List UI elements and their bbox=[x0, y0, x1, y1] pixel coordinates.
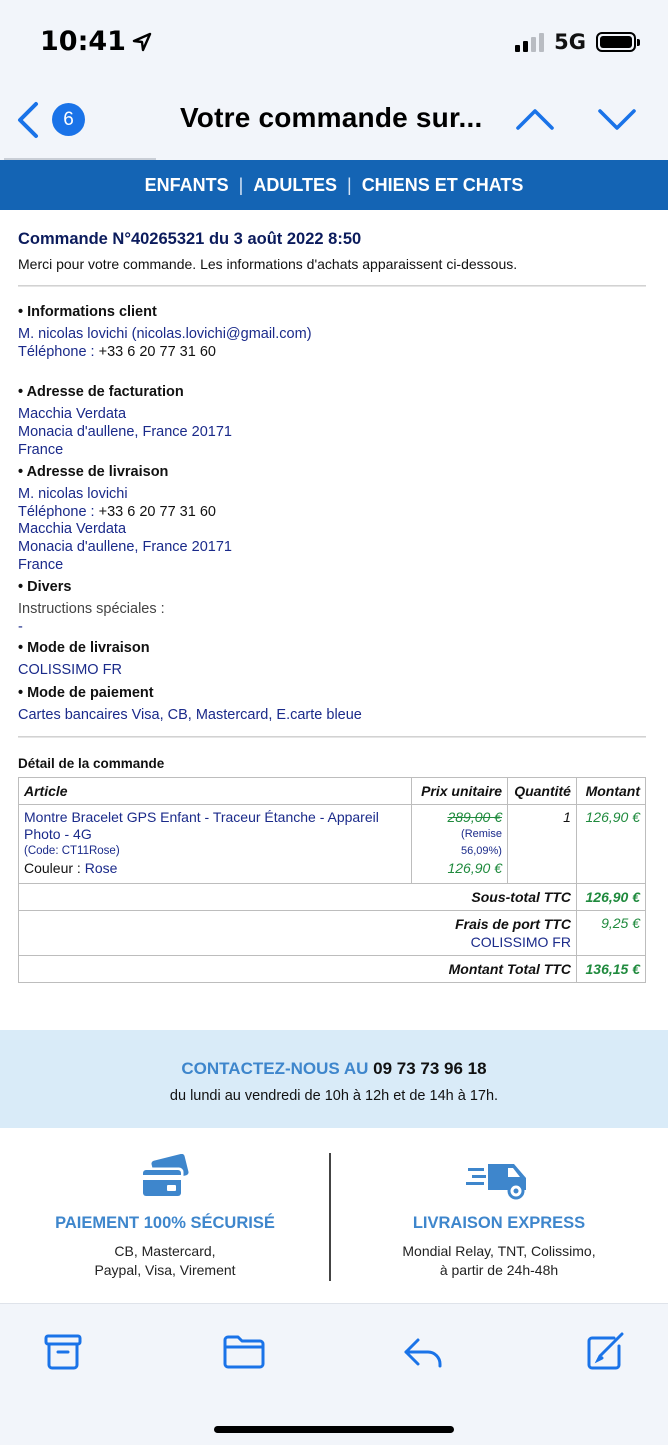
payment-mode-value: Cartes bancaires Visa, CB, Mastercard, E.carte bleue bbox=[18, 707, 362, 723]
shipping-mode-heading: • Mode de livraison bbox=[18, 640, 150, 656]
message-subject-title: Votre commande sur... bbox=[180, 102, 483, 133]
contact-section bbox=[0, 1030, 668, 1128]
old-price: 289,00 € bbox=[447, 809, 502, 825]
secure-payment-title: PAIEMENT 100% SÉCURISÉ bbox=[55, 1214, 275, 1232]
banner-link-chiens-chats[interactable]: CHIENS ET CHATS bbox=[361, 174, 524, 195]
shipping-mode-value: COLISSIMO FR bbox=[18, 662, 122, 678]
item-color-line bbox=[24, 860, 406, 877]
credit-card-icon bbox=[139, 1154, 191, 1202]
table-row bbox=[19, 805, 646, 884]
unit-price-cell bbox=[412, 805, 508, 884]
delivery-phone-line bbox=[18, 504, 216, 520]
cellular-signal-icon bbox=[515, 32, 544, 52]
subtotal-row bbox=[19, 884, 646, 911]
delivery-heading: • Adresse de livraison bbox=[18, 464, 169, 480]
feature-divider bbox=[329, 1153, 331, 1281]
quantity-cell: 1 bbox=[507, 805, 576, 884]
client-name: M. nicolas lovichi bbox=[18, 326, 128, 342]
payment-mode-heading: • Mode de paiement bbox=[18, 685, 154, 701]
divider bbox=[18, 736, 646, 738]
battery-icon bbox=[596, 32, 636, 52]
item-color: Rose bbox=[84, 860, 118, 876]
contact-prefix: CONTACTEZ-NOUS AU bbox=[181, 1059, 369, 1078]
status-time bbox=[40, 26, 152, 57]
secure-payment-line: Paypal, Visa, Virement bbox=[94, 1262, 236, 1278]
delivery-phone-label: Téléphone : bbox=[18, 504, 95, 520]
client-phone-line bbox=[18, 344, 216, 360]
express-delivery-line: à partir de 24h-48h bbox=[439, 1262, 559, 1278]
total-label: Montant Total TTC bbox=[19, 956, 577, 983]
previous-message-chevron-up-icon[interactable] bbox=[514, 104, 556, 134]
banner-separator: | bbox=[238, 174, 244, 195]
client-email[interactable]: (nicolas.lovichi@gmail.com) bbox=[131, 326, 312, 342]
table-header-row bbox=[19, 778, 646, 805]
location-arrow-icon bbox=[132, 32, 152, 52]
contact-phone[interactable]: 09 73 73 96 18 bbox=[373, 1059, 487, 1078]
features-section bbox=[0, 1128, 668, 1303]
back-chevron-icon[interactable] bbox=[14, 100, 44, 140]
item-name[interactable]: Montre Bracelet GPS Enfant - Traceur Étanche - Appareil Photo - 4G bbox=[24, 809, 379, 842]
column-header-article: Article bbox=[19, 778, 412, 805]
delivery-line: Monacia d'aullene, France 20171 bbox=[18, 539, 232, 555]
express-delivery-line: Mondial Relay, TNT, Colissimo, bbox=[402, 1243, 596, 1259]
contact-line bbox=[0, 1059, 668, 1079]
reply-arrow-icon[interactable] bbox=[402, 1332, 446, 1372]
client-phone[interactable]: +33 6 20 77 31 60 bbox=[98, 344, 216, 360]
unread-count-badge[interactable]: 6 bbox=[52, 103, 85, 136]
delivery-line: Macchia Verdata bbox=[18, 521, 127, 537]
home-indicator[interactable] bbox=[214, 1426, 454, 1433]
shipping-row bbox=[19, 911, 646, 956]
banner-link-adultes[interactable]: ADULTES bbox=[253, 174, 337, 195]
secure-payment-desc bbox=[0, 1242, 330, 1280]
billing-line: France bbox=[18, 442, 64, 458]
billing-heading: • Adresse de facturation bbox=[18, 384, 184, 400]
mail-nav-bar bbox=[0, 88, 668, 160]
shipping-label: Frais de port TTC bbox=[455, 916, 571, 932]
delivery-phone[interactable]: +33 6 20 77 31 60 bbox=[98, 504, 216, 520]
divider bbox=[18, 285, 646, 287]
column-header-quantity: Quantité bbox=[507, 778, 576, 805]
order-title: Commande N°40265321 du 3 août 2022 8:50 bbox=[18, 230, 362, 248]
discount-text: (Remise 56,09%) bbox=[461, 828, 502, 857]
billing-line: Monacia d'aullene, France 20171 bbox=[18, 424, 232, 440]
express-delivery-title: LIVRAISON EXPRESS bbox=[412, 1214, 586, 1232]
folder-icon[interactable] bbox=[222, 1332, 266, 1372]
column-header-unit-price: Prix unitaire bbox=[412, 778, 508, 805]
express-delivery-feature bbox=[334, 1128, 664, 1303]
delivery-truck-icon bbox=[464, 1154, 534, 1202]
order-table bbox=[18, 777, 646, 983]
special-instructions-label: Instructions spéciales : bbox=[18, 601, 165, 617]
order-thanks-text: Merci pour votre commande. Les informations d'achats apparaissent ci-dessous. bbox=[18, 256, 518, 272]
secure-payment-feature bbox=[0, 1128, 330, 1303]
item-code: (Code: CT11Rose) bbox=[24, 845, 120, 857]
banner-separator: | bbox=[347, 174, 352, 195]
category-banner bbox=[0, 160, 668, 210]
item-color-label: Couleur : bbox=[24, 860, 81, 876]
express-delivery-desc bbox=[334, 1242, 664, 1280]
compose-icon[interactable] bbox=[584, 1332, 628, 1372]
subtotal-value: 126,90 € bbox=[576, 884, 645, 911]
status-bar bbox=[0, 0, 668, 88]
mail-bottom-toolbar bbox=[0, 1303, 668, 1445]
contact-hours: du lundi au vendredi de 10h à 12h et de 14h à 17h. bbox=[169, 1088, 499, 1104]
billing-line: Macchia Verdata bbox=[18, 406, 127, 422]
amount-cell: 126,90 € bbox=[576, 805, 645, 884]
client-phone-label: Téléphone : bbox=[18, 344, 95, 360]
item-cell bbox=[19, 805, 412, 884]
total-value: 136,15 € bbox=[576, 956, 645, 983]
clock-text: 10:41 bbox=[40, 26, 126, 57]
misc-heading: • Divers bbox=[18, 579, 72, 595]
shipping-label-cell bbox=[19, 911, 577, 956]
delivery-line: France bbox=[18, 557, 64, 573]
secure-payment-line: CB, Mastercard, bbox=[114, 1243, 216, 1259]
client-name-line bbox=[18, 326, 312, 342]
archive-icon[interactable] bbox=[42, 1332, 86, 1372]
network-type: 5G bbox=[554, 30, 586, 54]
order-detail-heading: Détail de la commande bbox=[18, 756, 165, 771]
shipping-method: COLISSIMO FR bbox=[470, 934, 571, 950]
special-instructions-value: - bbox=[18, 619, 23, 635]
shipping-value: 9,25 € bbox=[576, 911, 645, 956]
unit-price: 126,90 € bbox=[447, 860, 502, 876]
delivery-name: M. nicolas lovichi bbox=[18, 486, 128, 502]
total-row bbox=[19, 956, 646, 983]
subtotal-label: Sous-total TTC bbox=[19, 884, 577, 911]
next-message-chevron-down-icon[interactable] bbox=[596, 104, 638, 134]
client-heading: • Informations client bbox=[18, 304, 157, 320]
banner-link-enfants[interactable]: ENFANTS bbox=[144, 174, 229, 195]
column-header-amount: Montant bbox=[576, 778, 645, 805]
